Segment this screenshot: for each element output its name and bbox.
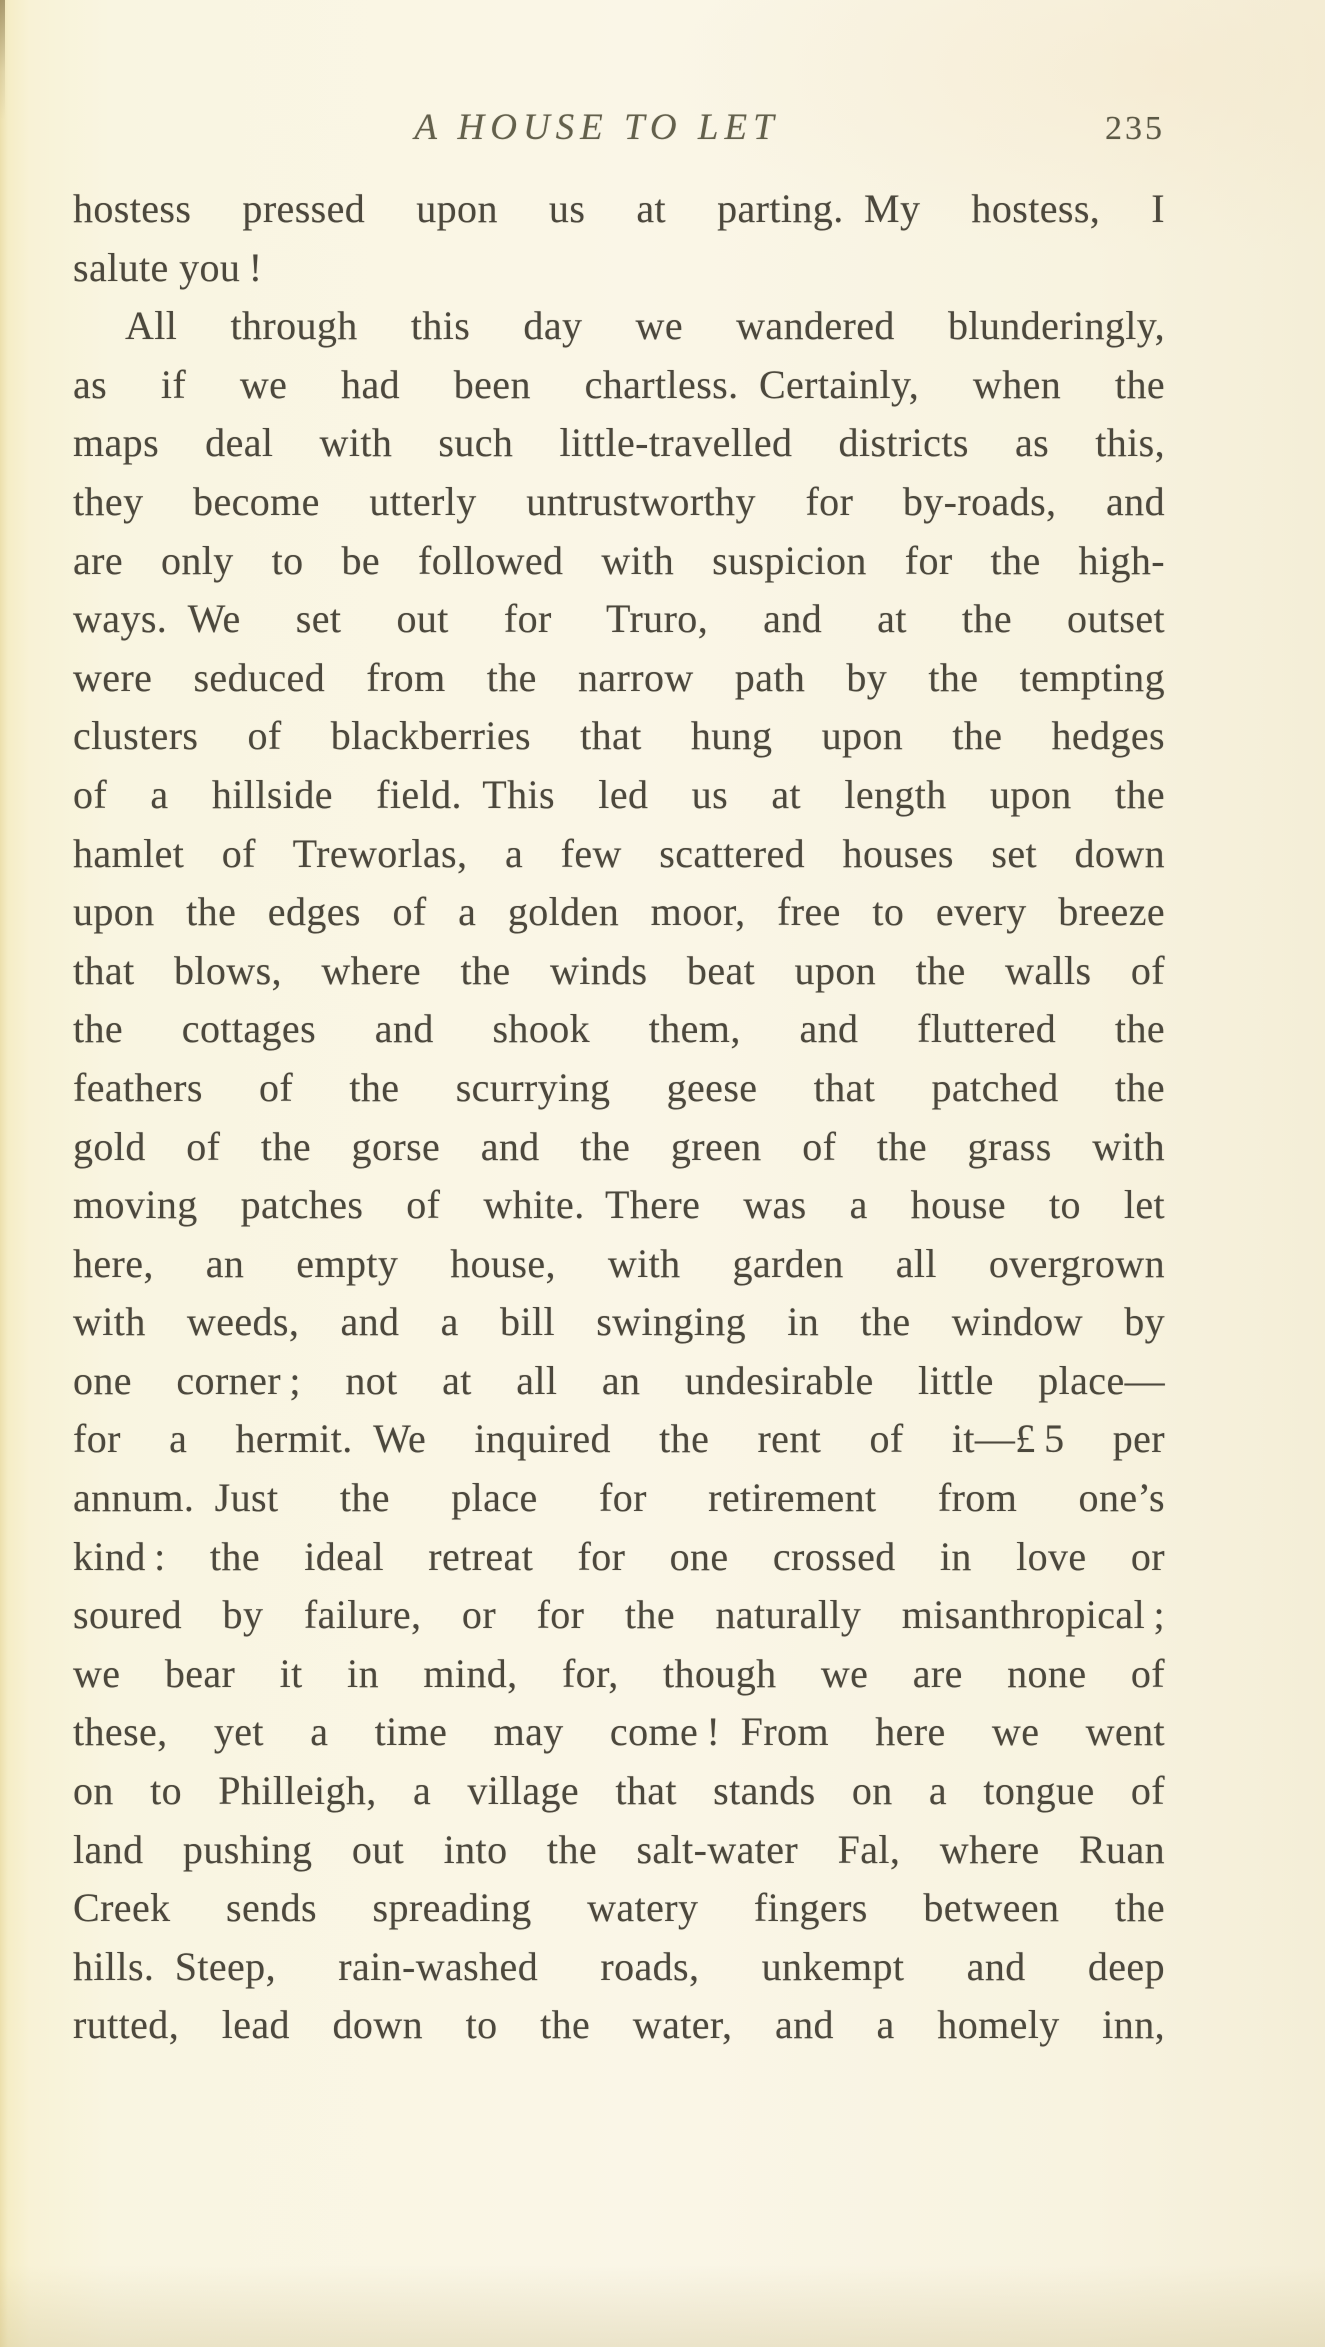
text-line: we bear it in mind, for, though we are none of: [73, 1650, 1165, 1696]
text-line: as if we had been chartless. Certainly, when the: [73, 361, 1165, 407]
body-text: [73, 180, 1165, 2055]
text-line: annum. Just the place for retirement from one’s: [73, 1475, 1165, 1521]
text-line: with weeds, and a bill swinging in the window by: [73, 1299, 1165, 1345]
text-line: feathers of the scurrying geese that patched the: [73, 1064, 1165, 1110]
text-line: for a hermit. We inquired the rent of it—£ 5 per: [73, 1416, 1165, 1462]
text-line: soured by failure, or for the naturally misanthropical ;: [73, 1592, 1165, 1638]
text-line: the cottages and shook them, and fluttered the: [73, 1006, 1165, 1052]
text-line: hostess pressed upon us at parting. My hostess, I: [73, 186, 1165, 231]
text-line: that blows, where the winds beat upon the walls of: [73, 947, 1165, 993]
running-head: [73, 106, 1165, 156]
text-line: Creek sends spreading watery fingers between the: [73, 1885, 1165, 1931]
text-line: are only to be followed with suspicion for the high-: [73, 537, 1165, 583]
running-title: A HOUSE TO LET: [414, 107, 780, 148]
text-line: of a hillside field. This led us at length upon the: [73, 771, 1165, 817]
text-line: were seduced from the narrow path by the tempting: [73, 654, 1165, 700]
text-line: gold of the gorse and the green of the grass with: [73, 1123, 1165, 1169]
text-line: clusters of blackberries that hung upon the hedges: [73, 713, 1165, 759]
text-line: maps deal with such little-travelled districts as this,: [73, 420, 1165, 466]
text-line: one corner ; not at all an undesirable little place—: [73, 1357, 1165, 1403]
text-line: hamlet of Treworlas, a few scattered houses set down: [73, 830, 1165, 876]
text-line: salute you !: [73, 244, 263, 290]
text-line: on to Philleigh, a village that stands on a tongue of: [73, 1768, 1165, 1814]
text-line: here, an empty house, with garden all overgrown: [73, 1240, 1165, 1286]
text-line: moving patches of white. There was a house to let: [73, 1182, 1165, 1228]
text-line: these, yet a time may come ! From here we went: [73, 1709, 1165, 1755]
text-line: they become utterly untrustworthy for by-roads, and: [73, 478, 1165, 524]
text-line: ways. We set out for Truro, and at the outset: [73, 596, 1165, 642]
page-edge-shadow: [0, 0, 5, 120]
text-line: land pushing out into the salt-water Fal, where Ruan: [73, 1826, 1165, 1872]
text-line: rutted, lead down to the water, and a homely inn,: [73, 2002, 1165, 2048]
text-line: kind : the ideal retreat for one crossed in love or: [73, 1533, 1165, 1579]
text-line: hills. Steep, rain-washed roads, unkempt and deep: [73, 1943, 1165, 1989]
text-line: All through this day we wandered blunderingly,: [125, 303, 1165, 349]
page-number: 235: [1105, 110, 1165, 147]
text-line: upon the edges of a golden moor, free to every breeze: [73, 889, 1165, 935]
